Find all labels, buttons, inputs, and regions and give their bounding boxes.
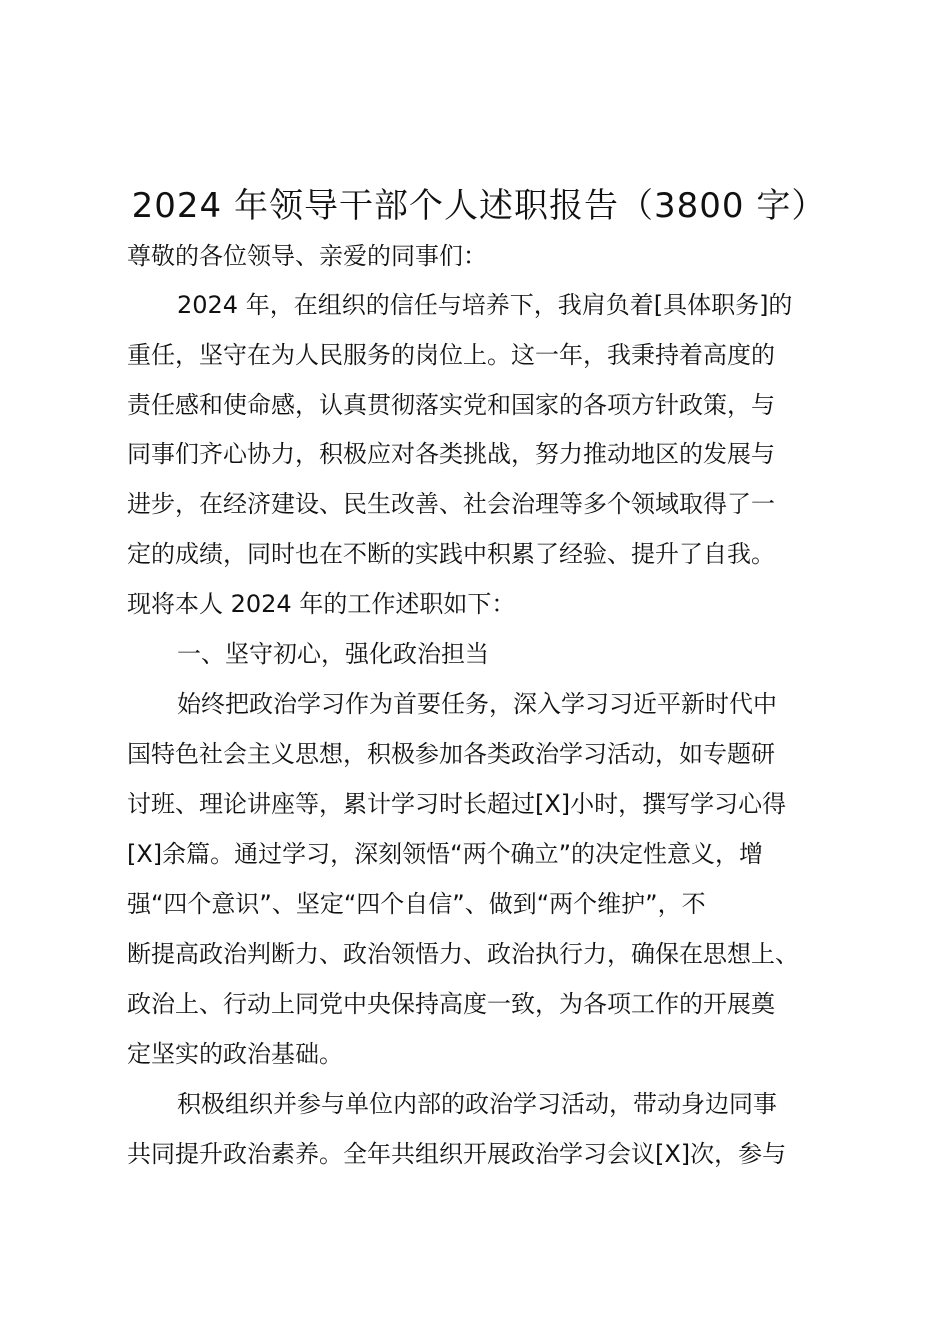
body-line: 定的成绩，同时也在不断的实践中积累了经验、提升了自我。 [127, 540, 775, 568]
body-line: 始终把政治学习作为首要任务，深入学习习近平新时代中 [177, 690, 777, 718]
body-line: 强“四个意识”、坚定“四个自信”、做到“两个维护”，不 [127, 890, 706, 918]
body-line: 讨班、理论讲座等，累计学习时长超过[X]小时，撰写学习心得 [127, 790, 787, 818]
body-line: 同事们齐心协力，积极应对各类挑战，努力推动地区的发展与 [127, 440, 775, 468]
body-line: 进步，在经济建设、民生改善、社会治理等多个领域取得了一 [127, 490, 775, 518]
body-line: 责任感和使命感，认真贯彻落实党和国家的各项方针政策，与 [127, 391, 775, 419]
body-line: 现将本人 2024 年的工作述职如下： [127, 590, 516, 618]
document-title: 2024 年领导干部个人述职报告（3800 字） [131, 186, 827, 226]
body-line: 定坚实的政治基础。 [127, 1040, 343, 1068]
body-line: 断提高政治判断力、政治领悟力、政治执行力，确保在思想上、 [127, 940, 799, 968]
body-line: 共同提升政治素养。全年共组织开展政治学习会议[X]次，参与 [127, 1140, 787, 1168]
salutation-line: 尊敬的各位领导、亲爱的同事们： [127, 242, 487, 270]
body-line: 2024 年，在组织的信任与培养下，我肩负着[具体职务]的 [177, 291, 793, 319]
body-line: 重任，坚守在为人民服务的岗位上。这一年，我秉持着高度的 [127, 341, 775, 369]
body-line: 国特色社会主义思想，积极参加各类政治学习活动，如专题研 [127, 740, 775, 768]
body-line: 积极组织并参与单位内部的政治学习活动，带动身边同事 [177, 1090, 777, 1118]
body-line: [X]余篇。通过学习，深刻领悟“两个确立”的决定性意义，增 [127, 840, 764, 868]
section-heading: 一、坚守初心，强化政治担当 [177, 640, 489, 668]
body-line: 政治上、行动上同党中央保持高度一致，为各项工作的开展奠 [127, 990, 775, 1018]
